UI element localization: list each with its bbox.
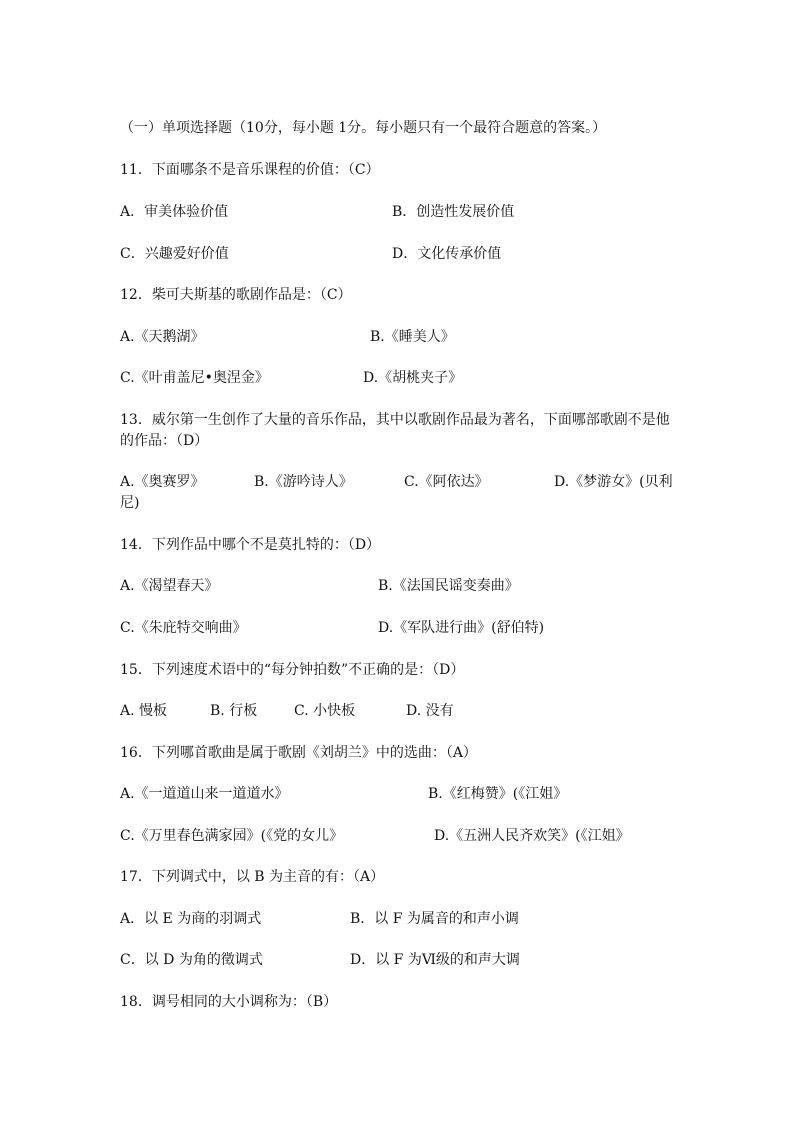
option-c: C.《朱庇特交响曲》 xyxy=(120,620,247,636)
option-b: B．创造性发展价值 xyxy=(392,204,515,220)
option-d: D.《五洲人民齐欢笑》(《江姐》 xyxy=(434,828,630,844)
option-b: B. 行板 xyxy=(210,703,258,719)
option-a: A.《奥赛罗》 xyxy=(120,474,205,490)
option-d: D．以 F 为Ⅵ级的和声大调 xyxy=(350,952,520,968)
option-c: C.《万里春色满家园》(《党的女儿》 xyxy=(120,828,344,844)
option-b: B.《法国民谣变奏曲》 xyxy=(378,578,519,594)
option-c: C.《阿依达》 xyxy=(404,474,489,490)
option-a: A．以 E 为商的羽调式 xyxy=(120,911,262,927)
option-b: B.《睡美人》 xyxy=(370,329,455,345)
option-c: C.《叶甫盖尼•奥涅金》 xyxy=(120,370,269,386)
option-d: D.《胡桃夹子》 xyxy=(363,370,463,386)
question-16-stem: 16．下列哪首歌曲是属于歌剧《刘胡兰》中的选曲：（A） xyxy=(120,745,477,761)
option-a: A．审美体验价值 xyxy=(120,204,229,220)
option-b: B.《游吟诗人》 xyxy=(254,474,353,490)
question-18-stem: 18．调号相同的大小调称为：（B） xyxy=(120,994,338,1010)
question-13-options-continued: 尼) xyxy=(120,495,140,511)
question-12-stem: 12．柴可夫斯基的歌剧作品是：（C） xyxy=(120,287,352,303)
question-13-stem-line-1: 13．威尔第一生创作了大量的音乐作品，其中以歌剧作品最为著名，下面哪部歌剧不是他 xyxy=(120,412,670,428)
question-14-stem: 14．下列作品中哪个不是莫扎特的：（D） xyxy=(120,537,381,553)
option-b: B．以 F 为属音的和声小调 xyxy=(350,911,519,927)
option-b: B.《红梅赞》(《江姐》 xyxy=(428,786,568,802)
option-a: A. 慢板 xyxy=(120,703,168,719)
option-d: D.《军队进行曲》(舒伯特) xyxy=(378,620,545,636)
question-13-stem-line-2: 的作品：（D） xyxy=(120,433,209,449)
question-17-stem: 17．下列调式中，以 B 为主音的有：（A） xyxy=(120,869,385,885)
question-15-stem: 15．下列速度术语中的“每分钟拍数”不正确的是：（D） xyxy=(120,662,465,678)
option-a: A.《一道道山来一道道水》 xyxy=(120,786,289,802)
section-heading: （一）单项选择题（10分，每小题 1分。每小题只有一个最符合题意的答案。） xyxy=(120,120,607,136)
option-c: C. 小快板 xyxy=(294,703,356,719)
option-a: A.《渴望春天》 xyxy=(120,578,219,594)
option-c: C．以 D 为角的徵调式 xyxy=(120,952,263,968)
option-d: D. 没有 xyxy=(406,703,454,719)
option-c: C．兴趣爱好价值 xyxy=(120,246,229,262)
option-a: A.《天鹅湖》 xyxy=(120,329,205,345)
option-d: D.《梦游女》(贝利 xyxy=(554,474,673,490)
option-d: D．文化传承价值 xyxy=(392,246,502,262)
question-11-stem: 11．下面哪条不是音乐课程的价值：（C） xyxy=(120,162,380,178)
